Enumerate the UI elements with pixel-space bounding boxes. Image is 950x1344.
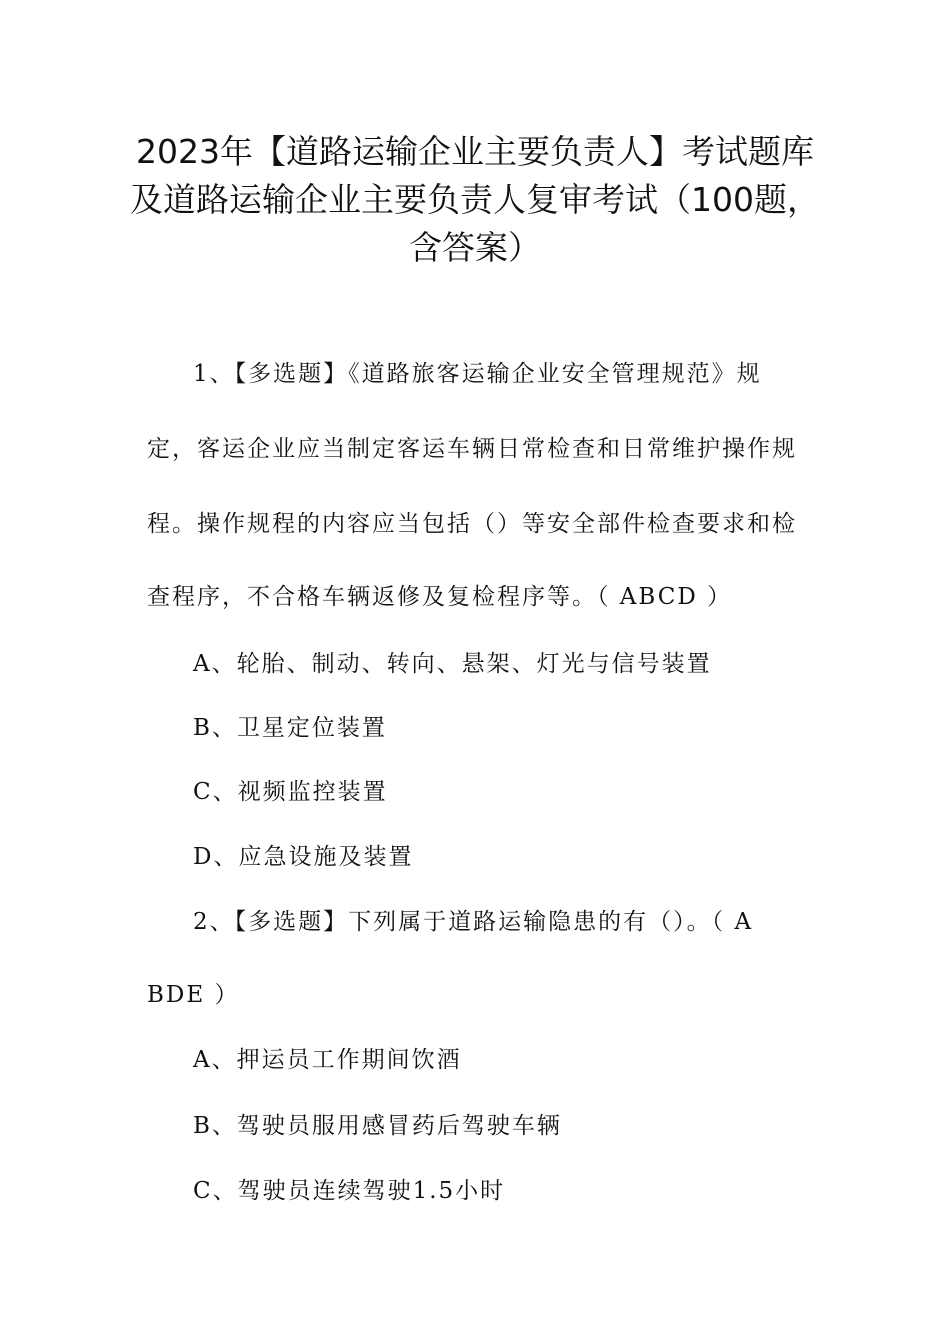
title-line-2: 及道路运输企业主要负责人复审考试（100题， [130, 180, 820, 219]
question-1-option-a: A、轮胎、制动、转向、悬架、灯光与信号装置 [193, 651, 712, 677]
question-2-option-c: C、驾驶员连续驾驶1.5小时 [193, 1178, 506, 1204]
question-1-option-d: D、应急设施及装置 [193, 844, 414, 870]
question-1-line-1: 1、【多选题】《道路旅客运输企业安全管理规范》规 [193, 361, 762, 387]
title-line-1: 2023年【道路运输企业主要负责人】考试题库 [136, 132, 814, 171]
question-1-option-c: C、视频监控装置 [193, 779, 388, 805]
question-2-option-b: B、驾驶员服用感冒药后驾驶车辆 [193, 1113, 562, 1139]
title-line-3: 含答案） [409, 228, 541, 267]
question-1-line-2: 定，客运企业应当制定客运车辆日常检查和日常维护操作规 [147, 436, 797, 462]
question-1-option-b: B、卫星定位装置 [193, 715, 387, 741]
question-1-line-4: 查程序，不合格车辆返修及复检程序等。（ ABCD ） [147, 584, 733, 610]
question-2-line-1: 2、【多选题】下列属于道路运输隐患的有（）。（ A [193, 909, 754, 935]
document-title [120, 128, 830, 272]
question-2-option-a: A、押运员工作期间饮酒 [193, 1047, 462, 1073]
question-2-line-2: BDE ） [147, 982, 240, 1008]
question-1-line-3: 程。操作规程的内容应当包括（）等安全部件检查要求和检 [147, 511, 797, 537]
